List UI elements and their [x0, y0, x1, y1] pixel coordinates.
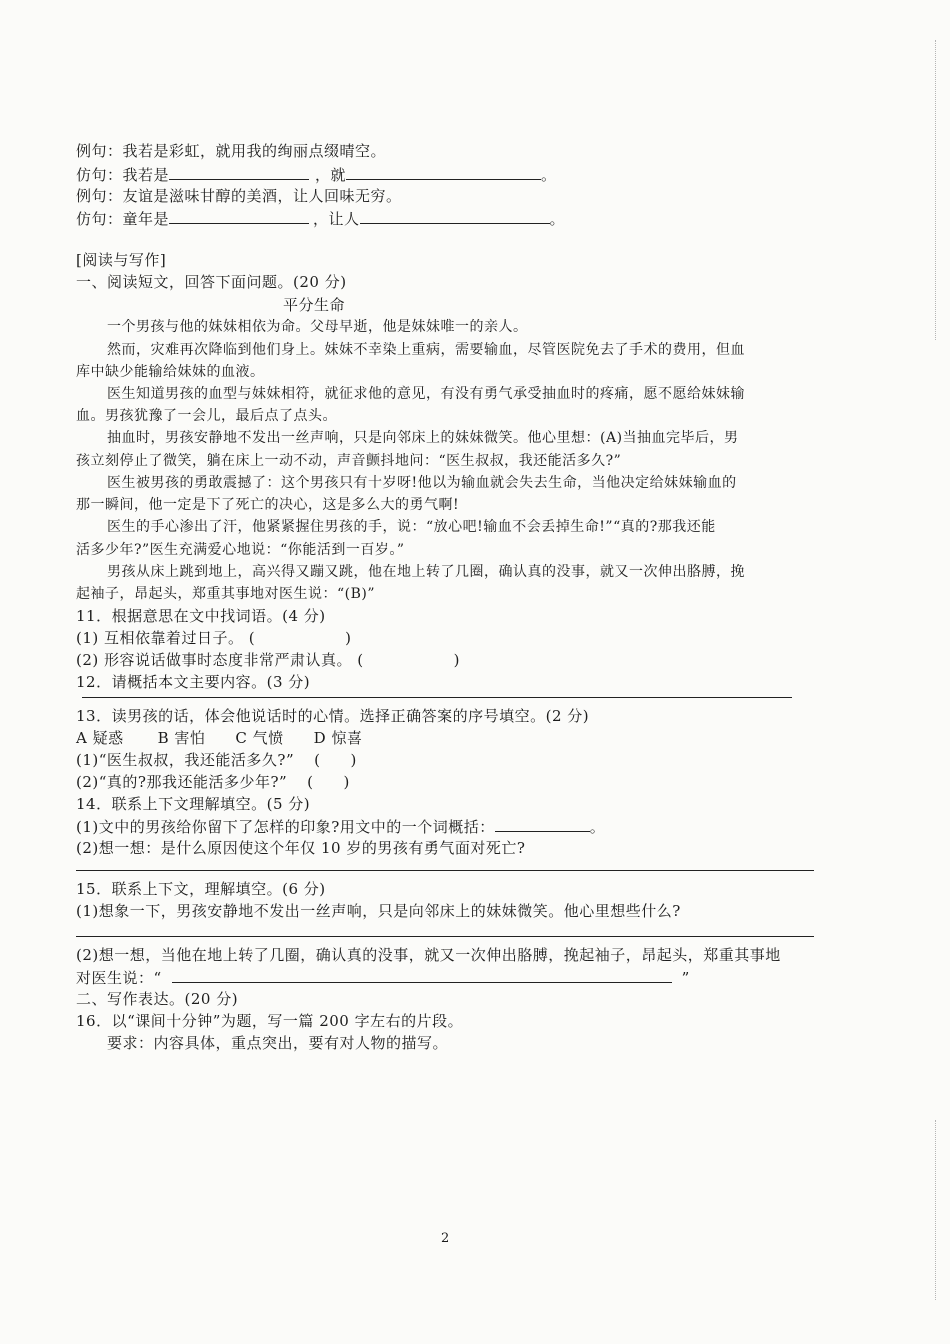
question-13-2-text: (2)“真的?那我还能活多少年?”: [76, 773, 288, 791]
scan-artifact: [935, 40, 938, 340]
question-12: 12．请概括本文主要内容。(3 分): [76, 673, 311, 691]
question-15: 15．联系上下文，理解填空。(6 分): [76, 880, 326, 898]
story-title: 平分生命: [283, 296, 346, 314]
imitation-2-end: 。: [549, 210, 566, 228]
question-13: 13．读男孩的话，体会他说话时的心情。选择正确答案的序号填空。(2 分): [76, 707, 590, 725]
imitation-1-prefix: 仿句：我若是: [76, 166, 170, 184]
story-line: 男孩从床上跳到地上，高兴得又蹦又跳，他在地上转了几圈，确认真的没事，就又一次伸出胳膊，挽: [107, 564, 745, 580]
story-line: 医生被男孩的勇敢震撼了：这个男孩只有十岁呀!他以为输血就会失去生命，当他决定给妹妹输血的: [107, 475, 737, 491]
question-13-1-text: (1)“医生叔叔，我还能活多久?”: [76, 751, 295, 769]
story-line: 起袖子，昂起头，郑重其事地对医生说：“(B)”: [76, 586, 376, 602]
imitation-2-prefix: 仿句：童年是: [76, 210, 170, 228]
question-13-options: [76, 728, 362, 748]
question-15-2-cont: [76, 967, 690, 988]
question-14-1-text: (1)文中的男孩给你留下了怎样的印象?用文中的一个词概括：: [76, 818, 495, 836]
question-11-1-text: (1) 互相依靠着过日子。 (: [76, 629, 256, 647]
answer-blank[interactable]: [360, 208, 550, 224]
story-line: 血。男孩犹豫了一会儿，最后点了点头。: [76, 408, 337, 424]
period: 。: [589, 818, 606, 836]
scan-artifact: [935, 1120, 938, 1300]
option-c: C 气愤: [235, 729, 284, 747]
paren-close: ): [345, 629, 352, 647]
paren-close: ): [350, 751, 357, 769]
story-line: 那一瞬间，他一定是下了死亡的决心，这是多么大的勇气啊!: [76, 497, 460, 513]
story-line: 孩立刻停止了微笑，躺在床上一动不动，声音颤抖地问：“医生叔叔，我还能活多久?”: [76, 453, 622, 469]
question-16: 16．以“课间十分钟”为题，写一篇 200 字左右的片段。: [76, 1012, 464, 1030]
question-11: 11．根据意思在文中找词语。(4 分): [76, 607, 326, 625]
paren-close: ): [453, 651, 460, 669]
question-15-1: (1)想象一下，男孩安静地不发出一丝声响，只是向邻床上的妹妹微笑。他心里想些什么?: [76, 902, 681, 920]
question-11-2-text: (2) 形容说话做事时态度非常严肃认真。 (: [76, 651, 364, 669]
answer-line[interactable]: [76, 870, 814, 871]
paren-open: (: [314, 751, 321, 769]
story-line: 医生的手心渗出了汗，他紧紧握住男孩的手，说：“放心吧!输血不会丢掉生命!”“真的?那我还能: [107, 519, 716, 535]
story-line: 活多少年?”医生充满爱心地说：“你能活到一百岁。”: [76, 542, 405, 558]
quote-close: ”: [681, 969, 690, 987]
paren-close: ): [343, 773, 350, 791]
imitation-sentence-1: [76, 164, 557, 185]
question-11-2: [76, 650, 460, 670]
story-line: 然而，灾难再次降临到他们身上。妹妹不幸染上重病，需要输血，尽管医院免去了手术的费用，但血: [107, 342, 745, 358]
question-13-2: [76, 772, 350, 792]
story-line: 医生知道男孩的血型与妹妹相符，就征求他的意见，有没有勇气承受抽血时的疼痛，愿不愿给妹妹输: [107, 386, 745, 402]
question-1-heading: 一、阅读短文，回答下面问题。(20 分): [76, 273, 347, 291]
question-14: 14．联系上下文理解填空。(5 分): [76, 795, 311, 813]
question-13-1: [76, 750, 357, 770]
answer-blank[interactable]: [495, 816, 590, 832]
story-line: 抽血时，男孩安静地不发出一丝声响，只是向邻床上的妹妹微笑。他心里想：(A)当抽血完毕后，男: [107, 430, 739, 446]
paren-open: (: [307, 773, 314, 791]
story-line: 库中缺少能输给妹妹的血液。: [76, 364, 265, 380]
answer-line[interactable]: [82, 697, 792, 698]
answer-blank[interactable]: [169, 164, 309, 180]
section-heading: [阅读与写作]: [76, 251, 167, 269]
example-sentence-2: 例句：友谊是滋味甘醇的美酒，让人回味无穷。: [76, 187, 402, 205]
imitation-2-mid: ，让人: [313, 210, 360, 228]
question-15-2-prefix: 对医生说：“: [76, 969, 162, 987]
option-b: B 害怕: [157, 729, 206, 747]
answer-blank[interactable]: [346, 164, 541, 180]
writing-requirement: 要求：内容具体，重点突出，要有对人物的描写。: [107, 1034, 449, 1052]
answer-blank[interactable]: [169, 208, 309, 224]
question-15-2: (2)想一想，当他在地上转了几圈，确认真的没事，就又一次伸出胳膊，挽起袖子，昂起头，郑重其事地: [76, 946, 781, 964]
imitation-sentence-2: [76, 208, 565, 229]
story-line: 一个男孩与他的妹妹相依为命。父母早逝，他是妹妹唯一的亲人。: [107, 319, 528, 335]
question-14-1: [76, 816, 605, 837]
writing-heading: 二、写作表达。(20 分): [76, 990, 239, 1008]
imitation-1-mid: ，就: [315, 166, 347, 184]
question-11-1: [76, 628, 352, 648]
question-14-2: (2)想一想：是什么原因使这个年仅 10 岁的男孩有勇气面对死亡?: [76, 839, 526, 857]
answer-blank[interactable]: [172, 967, 672, 983]
answer-line[interactable]: [76, 936, 814, 937]
option-a: A 疑惑: [76, 729, 124, 747]
example-sentence-1: 例句：我若是彩虹，就用我的绚丽点缀晴空。: [76, 142, 387, 160]
option-d: D 惊喜: [313, 729, 363, 747]
imitation-1-end: 。: [541, 166, 557, 184]
page-number: 2: [441, 1231, 450, 1246]
